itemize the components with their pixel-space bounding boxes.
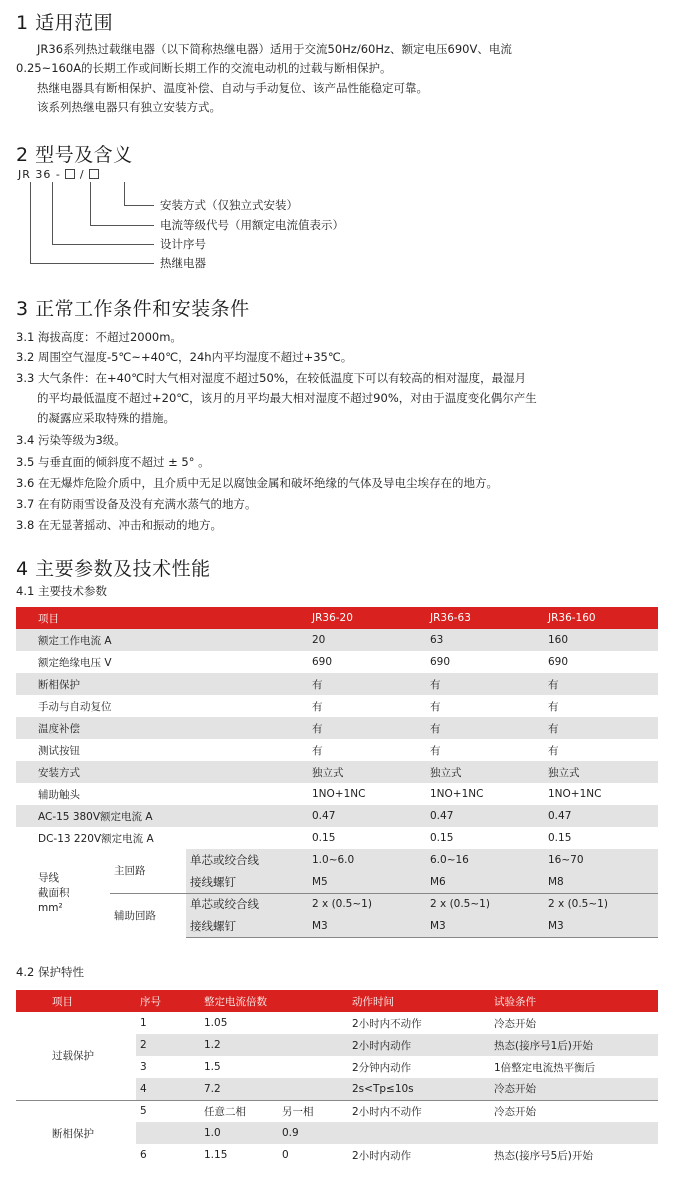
th-test-condition: 试验条件 [490, 990, 658, 1012]
subsection-4-2: 4.2 保护特性 [16, 965, 84, 979]
cell: 2小时内动作 [348, 1034, 490, 1056]
cond-3-2: 3.2 周围空气湿度-5℃~+40℃，24h内平均湿度不超过+35℃。 [16, 350, 353, 364]
row-label: 断相保护 [16, 673, 308, 695]
cell: 4 [136, 1078, 200, 1100]
cell: 1.05 [200, 1012, 348, 1034]
th-item: 项目 [16, 990, 136, 1012]
conductor-label-3: mm² [38, 901, 63, 914]
table-row [16, 1012, 658, 1034]
cell: 有 [308, 739, 426, 761]
cell: 有 [544, 717, 658, 739]
protection-table [16, 990, 658, 1166]
cell: M8 [544, 871, 658, 893]
s1-paragraph-1b: 0.25~160A的长期工作或间断长期工作的交流电动机的过载与断相保护。 [16, 61, 392, 75]
cell: M6 [426, 871, 544, 893]
cell: 0 [278, 1144, 348, 1166]
label-design-no: 设计序号 [160, 237, 206, 251]
cell: 7.2 [200, 1078, 348, 1100]
row-label: 额定绝缘电压 V [16, 651, 308, 673]
cell: M3 [544, 915, 658, 937]
cell: 2分钟内动作 [348, 1056, 490, 1078]
th-item: 项目 [16, 607, 308, 629]
s1-paragraph-3: 该系列热继电器只有独立安装方式。 [37, 100, 221, 114]
cell: M3 [426, 915, 544, 937]
cell: 1.5 [200, 1056, 348, 1078]
cell: 3 [136, 1056, 200, 1078]
model-code [18, 168, 99, 181]
cell: 有 [426, 673, 544, 695]
cell: 0.15 [544, 827, 658, 849]
cell: 5 [136, 1100, 200, 1122]
cond-3-3a: 3.3 大气条件：在+40℃时大气相对湿度不超过50%，在较低温度下可以有较高的相对湿度，最湿月 [16, 371, 527, 385]
cell: 1.15 [200, 1144, 278, 1166]
table-header-row [16, 607, 658, 629]
cell: 1.0 [200, 1122, 278, 1144]
section-2-title: 2 型号及含义 [16, 144, 133, 166]
cell: 16~70 [544, 849, 658, 871]
cell: 独立式 [308, 761, 426, 783]
cell: 有 [544, 695, 658, 717]
th-multiple: 整定电流倍数 [200, 990, 348, 1012]
single-wire-label: 单芯或绞合线 [186, 849, 308, 871]
overload-label: 过载保护 [16, 1012, 136, 1100]
cell: 1.0~6.0 [308, 849, 426, 871]
table-row [16, 783, 658, 805]
cell: 有 [426, 717, 544, 739]
subsection-4-1: 4.1 主要技术参数 [16, 584, 107, 598]
aux-circuit-label: 辅助回路 [110, 893, 186, 937]
conductor-label [16, 849, 110, 937]
cell: 冷态开始 [490, 1078, 658, 1100]
cond-3-8: 3.8 在无显著摇动、冲击和振动的地方。 [16, 518, 222, 532]
th-seq: 序号 [136, 990, 200, 1012]
section-4-title: 4 主要参数及技术性能 [16, 558, 211, 580]
table-row [16, 717, 658, 739]
row-label: 安装方式 [16, 761, 308, 783]
cell: 独立式 [544, 761, 658, 783]
table-row [16, 827, 658, 849]
th-jr36-20: JR36-20 [308, 607, 426, 629]
s1-paragraph-2: 热继电器具有断相保护、温度补偿、自动与手动复位、该产品性能稳定可靠。 [37, 81, 428, 95]
cell: 有 [426, 739, 544, 761]
cell: 冷态开始 [490, 1100, 658, 1122]
cell: 1NO+1NC [544, 783, 658, 805]
label-current-code: 电流等级代号（用额定电流值表示） [160, 218, 344, 232]
mount-code-box [89, 169, 99, 179]
row-label: 辅助触头 [16, 783, 308, 805]
cond-3-6: 3.6 在无爆炸危险介质中，且介质中无足以腐蚀金属和破坏绝缘的气体及导电尘埃存在的地方。 [16, 476, 498, 490]
cell: 2s<Tp≤10s [348, 1078, 490, 1100]
th-jr36-63: JR36-63 [426, 607, 544, 629]
label-mounting: 安装方式（仅独立式安装） [160, 198, 298, 212]
cell: 1.2 [200, 1034, 348, 1056]
cond-3-4: 3.4 污染等级为3级。 [16, 433, 126, 447]
table-header-row [16, 990, 658, 1012]
cell: 0.47 [308, 805, 426, 827]
table-row [16, 629, 658, 651]
cell: 2 [136, 1034, 200, 1056]
cell: M5 [308, 871, 426, 893]
table-row [16, 695, 658, 717]
cell: 有 [308, 717, 426, 739]
cell: 有 [544, 739, 658, 761]
cell: 690 [544, 651, 658, 673]
cell: 2 x (0.5~1) [544, 893, 658, 915]
screw-label: 接线螺钉 [186, 871, 308, 893]
cell: 1NO+1NC [308, 783, 426, 805]
cell: 0.15 [426, 827, 544, 849]
cond-3-7: 3.7 在有防雨雪设备及没有充满水蒸气的地方。 [16, 497, 257, 511]
s1-paragraph-1a: JR36系列热过载继电器（以下简称热继电器）适用于交流50Hz/60Hz、额定电压690V、电流 [37, 42, 512, 56]
cell: 2小时内不动作 [348, 1100, 490, 1122]
cell: 1NO+1NC [426, 783, 544, 805]
cell: 热态(接序号5后)开始 [490, 1144, 658, 1166]
cell: M3 [308, 915, 426, 937]
cell: 热态(接序号1后)开始 [490, 1034, 658, 1056]
row-label: 手动与自动复位 [16, 695, 308, 717]
current-code-box [65, 169, 75, 179]
cell: 6.0~16 [426, 849, 544, 871]
cell: 0.15 [308, 827, 426, 849]
cell: 独立式 [426, 761, 544, 783]
cell: 2 x (0.5~1) [308, 893, 426, 915]
row-label: 额定工作电流 A [16, 629, 308, 651]
table-row [16, 651, 658, 673]
cell: 有 [308, 695, 426, 717]
cell: 2小时内动作 [348, 1144, 490, 1166]
cell: 2 x (0.5~1) [426, 893, 544, 915]
cell: 1倍整定电流热平衡后 [490, 1056, 658, 1078]
phase-loss-label: 断相保护 [16, 1100, 136, 1166]
cell: 有 [308, 673, 426, 695]
screw-label: 接线螺钉 [186, 915, 308, 937]
row-label: 温度补偿 [16, 717, 308, 739]
single-wire-label: 单芯或绞合线 [186, 893, 308, 915]
cell: 另一相 [278, 1100, 348, 1122]
cell: 690 [426, 651, 544, 673]
cell: 有 [426, 695, 544, 717]
cell: 0.47 [426, 805, 544, 827]
cell: 690 [308, 651, 426, 673]
main-circuit-label: 主回路 [110, 849, 186, 893]
cell: 6 [136, 1144, 200, 1166]
conductor-label-2: 截面积 [38, 886, 70, 899]
cond-3-1: 3.1 海拔高度：不超过2000m。 [16, 330, 182, 344]
conductor-label-1: 导线 [38, 871, 59, 884]
cell: 0.9 [278, 1122, 348, 1144]
cell: 1 [136, 1012, 200, 1034]
section-1-title: 1 适用范围 [16, 12, 114, 34]
table-row [16, 761, 658, 783]
model-prefix: JR 36 - [18, 168, 61, 181]
cond-3-5: 3.5 与垂直面的倾斜度不超过 ± 5° 。 [16, 455, 210, 469]
cell: 冷态开始 [490, 1012, 658, 1034]
row-label: AC-15 380V额定电流 A [16, 805, 308, 827]
cell: 0.47 [544, 805, 658, 827]
cond-3-3c: 的凝露应采取特殊的措施。 [37, 411, 175, 425]
th-jr36-160: JR36-160 [544, 607, 658, 629]
model-slash: / [79, 168, 85, 181]
table-row [16, 739, 658, 761]
cell: 160 [544, 629, 658, 651]
cell: 有 [544, 673, 658, 695]
row-label: DC-13 220V额定电流 A [16, 827, 308, 849]
cell: 任意二相 [200, 1100, 278, 1122]
cell: 63 [426, 629, 544, 651]
section-3-title: 3 正常工作条件和安装条件 [16, 298, 250, 320]
table-row [16, 1100, 658, 1122]
th-action-time: 动作时间 [348, 990, 490, 1012]
cond-3-3b: 的平均最低温度不超过+20℃，该月的月平均最大相对湿度不超过90%，对由于温度变化偶尔产生 [37, 391, 537, 405]
table-row [16, 673, 658, 695]
cell: 2小时内不动作 [348, 1012, 490, 1034]
table-row [16, 805, 658, 827]
label-relay: 热继电器 [160, 256, 206, 270]
cell: 20 [308, 629, 426, 651]
row-label: 测试按钮 [16, 739, 308, 761]
tech-params-table [16, 607, 658, 938]
